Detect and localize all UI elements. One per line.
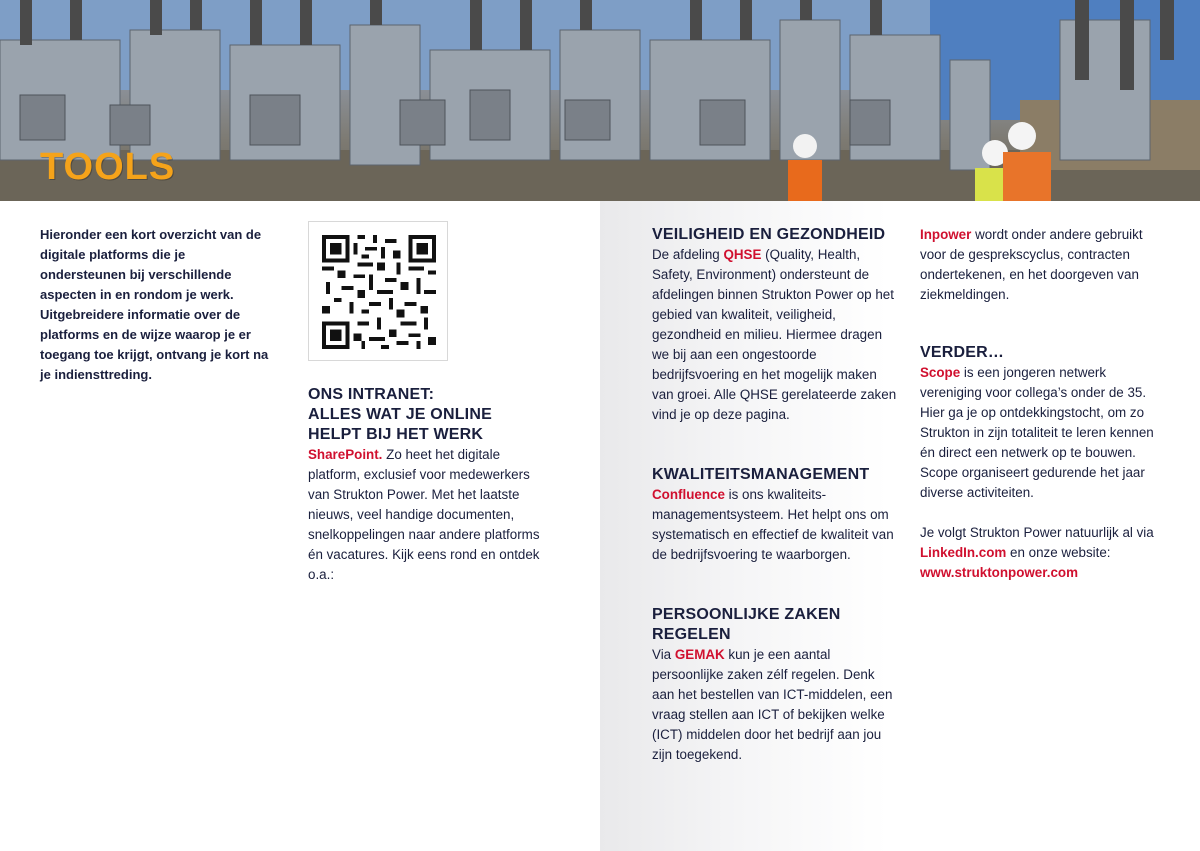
- inpower-text: [920, 225, 1165, 305]
- further-text: [920, 363, 1165, 503]
- intranet-heading-line2: ALLES WAT JE ONLINE: [308, 406, 492, 423]
- page-title: TOOLS: [40, 146, 176, 188]
- personal-section: [652, 605, 897, 765]
- intranet-section: [308, 385, 553, 585]
- personal-pre: Via: [652, 647, 675, 662]
- safety-heading: VEILIGHEID EN GEZONDHEID: [652, 226, 886, 243]
- website-link[interactable]: www.struktonpower.com: [920, 565, 1078, 580]
- personal-heading: [652, 605, 897, 645]
- sharepoint-link[interactable]: SharePoint.: [308, 447, 383, 462]
- right-column: [920, 225, 1165, 583]
- further-section: [920, 343, 1165, 583]
- qr-code[interactable]: [308, 221, 448, 361]
- personal-heading-line2: REGELEN: [652, 626, 731, 643]
- further-heading: VERDER…: [920, 344, 1005, 361]
- inpower-link[interactable]: Inpower: [920, 227, 972, 242]
- intranet-text: [308, 445, 553, 585]
- follow-mid: en onze website:: [1006, 545, 1111, 560]
- quality-section: [652, 465, 897, 565]
- inpower-body: wordt onder andere gebruikt voor de gesprekscyclus, contracten ondertekenen, en het doorgeven van ziekmeldingen.: [920, 227, 1143, 302]
- qr-code-icon: [322, 235, 436, 349]
- gemak-link[interactable]: GEMAK: [674, 647, 725, 662]
- middle-right-column: [652, 225, 897, 805]
- safety-section: [652, 225, 897, 425]
- safety-body: (Quality, Health, Safety, Environment) ondersteunt de afdelingen binnen Strukton Power op het gebied van kwaliteit, veiligheid, gezondheid en milieu. Hiermee dragen we bij aan een ongestoorde bedrijfsvoering en het mogelijk maken van groei. Alle QHSE gerelateerde zaken vind je op deze pagina.: [652, 247, 897, 422]
- quality-text: [652, 485, 897, 565]
- follow-text: [920, 523, 1165, 583]
- further-body: is een jongeren netwerk vereniging voor collega’s onder de 35. Hier ga je op ontdekkingstocht, om zo Strukton in zijn totaliteit te leren kennen én direct een netwerk op te bouwen. Scope organiseert gedurende het jaar diverse activiteiten.: [920, 365, 1154, 500]
- intro-text: Hieronder een kort overzicht van de digitale platforms die je ondersteunen bij verschillende aspecten in en rondom je werk. Uitgebreidere informatie over de platforms en de wijze waarop je er toegang toe krijgt, ontvang je kort na je indiensttreding.: [40, 227, 269, 382]
- qhse-link[interactable]: QHSE: [723, 247, 762, 262]
- intranet-heading-line1: ONS INTRANET:: [308, 386, 435, 403]
- intranet-heading-line3: HELPT BIJ HET WERK: [308, 426, 484, 443]
- intranet-body: Zo heet het digitale platform, exclusief voor medewerkers van Strukton Power. Met het laatste nieuws, veel handige documenten, snelkoppelingen naar andere platforms én vacatures. Kijk eens rond en ontdek o.a.:: [308, 447, 540, 582]
- personal-text: [652, 645, 897, 765]
- personal-heading-line1: PERSOONLIJKE ZAKEN: [652, 606, 841, 623]
- inpower-section: [920, 225, 1165, 305]
- safety-pre: De afdeling: [652, 247, 724, 262]
- scope-link[interactable]: Scope: [920, 365, 961, 380]
- safety-text: [652, 245, 897, 425]
- substation-photo: [0, 0, 1200, 201]
- quality-heading: KWALITEITSMANAGEMENT: [652, 466, 870, 483]
- confluence-link[interactable]: Confluence: [652, 487, 725, 502]
- personal-body: kun je een aantal persoonlijke zaken zélf regelen. Denk aan het bestellen van ICT-middelen, een vraag stellen aan ICT of bekijken welke (ICT) middelen door het bedrijf aan jou zijn toegekend.: [652, 647, 893, 762]
- hero-banner: [0, 0, 1200, 201]
- quality-body: is ons kwaliteits-managementsysteem. Het helpt ons om systematisch en effectief de kwaliteit van de bedrijfsvoering te waarborgen.: [652, 487, 894, 562]
- linkedin-link[interactable]: LinkedIn.com: [920, 545, 1007, 560]
- follow-pre: Je volgt Strukton Power natuurlijk al via: [920, 525, 1154, 540]
- intranet-heading: [308, 385, 553, 445]
